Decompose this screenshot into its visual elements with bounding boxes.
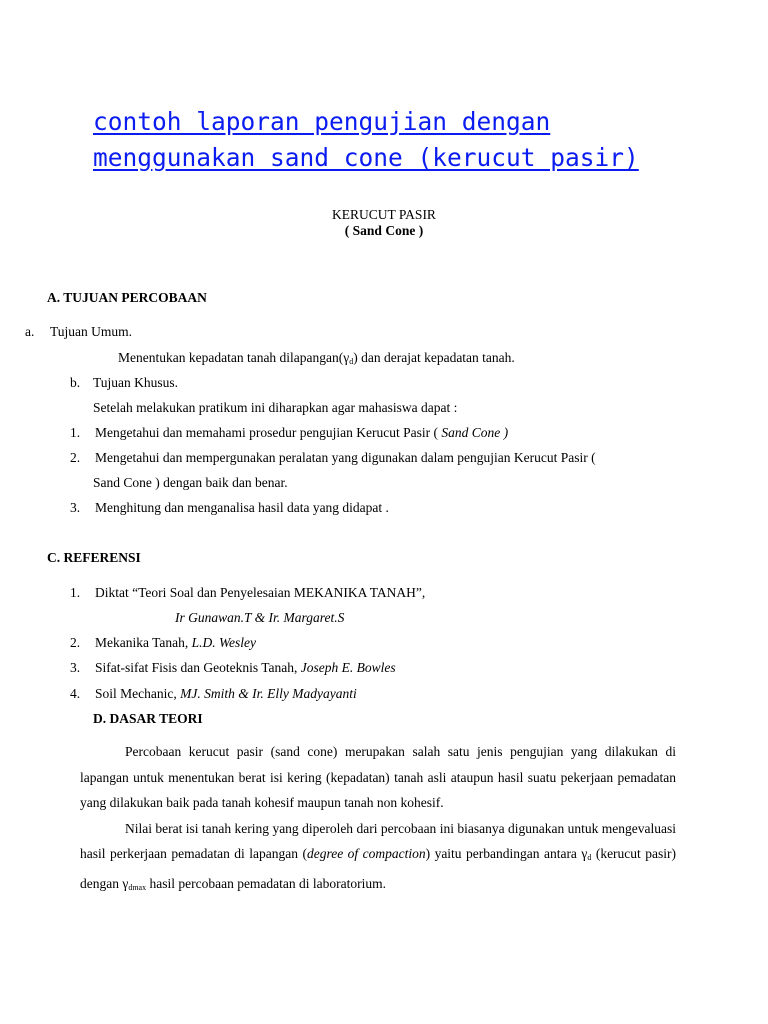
paragraph: Nilai berat isi tanah kering yang diperoleh dari percobaan ini biasanya digunakan untuk mengevaluasi hasil perkerjaan pemadatan di lapangan (degree of compaction) yaitu perbandingan antara $\gamma_d$ (kerucut pasir) dengan $\gamma_{dmax}$ hasil percobaan pemadatan di laboratorium. [80, 820, 676, 892]
section-d-heading: D. DASAR TEORI [93, 711, 203, 726]
list-item-continuation: Sand Cone ) dengan baik dan benar. [93, 475, 288, 490]
list-item-number: 2. [70, 450, 81, 465]
reference-author: Ir Gunawan.T & Ir. Margaret.S [175, 610, 345, 625]
tujuan-khusus-label: Tujuan Khusus. [93, 375, 179, 390]
reference-item: Sifat-sifat Fisis dan Geoteknis Tanah, Joseph E. Bowles [95, 660, 396, 675]
tujuan-umum-text: Menentukan kepadatan tanah $dilapangan(\gamma_d)$ dan derajat kepadatan tanah. [118, 350, 515, 366]
tujuan-umum-marker: a. [25, 324, 35, 339]
list-item: Menghitung dan menganalisa hasil data yang didapat . [95, 500, 389, 515]
reference-title: Diktat “Teori Soal dan Penyelesaian MEKANIKA TANAH”, [95, 585, 426, 600]
reference-number: 3. [70, 660, 81, 675]
reference-number: 4. [70, 686, 81, 701]
reference-item: Mekanika Tanah, L.D. Wesley [95, 635, 257, 650]
document-title [93, 104, 693, 176]
tujuan-khusus-marker: b. [70, 375, 81, 390]
reference-number: 2. [70, 635, 81, 650]
title-link[interactable]: contoh laporan pengujian dengan menggunakan sand cone (kerucut pasir) [93, 107, 639, 172]
section-a-heading: A. TUJUAN PERCOBAAN [47, 290, 207, 305]
list-item: Mengetahui dan memahami prosedur pengujian Kerucut Pasir ( Sand Cone ) [95, 425, 509, 440]
tujuan-khusus-intro: Setelah melakukan pratikum ini diharapkan agar mahasiswa dapat : [93, 400, 458, 415]
reference-item: Soil Mechanic, MJ. Smith & Ir. Elly Madyayanti [95, 686, 357, 701]
tujuan-umum-label: Tujuan Umum. [50, 324, 133, 339]
list-item-number: 3. [70, 500, 81, 515]
heading-sub: ( Sand Cone ) [344, 223, 424, 238]
paragraph: Percobaan kerucut pasir (sand cone) merupakan salah satu jenis pengujian yang dilakukan di lapangan untuk menentukan berat isi kering (kepadatan) tanah asli ataupun hasil suatu pekerjaan pemadatan yang dilakukan baik pada tanah kohesif maupun tanah non kohesif. [80, 744, 676, 810]
dasar-teori-body [80, 739, 676, 900]
list-item: Mengetahui dan mempergunakan peralatan yang digunakan dalam pengujian Kerucut Pasir ( [95, 450, 596, 465]
section-c-heading: C. REFERENSI [47, 550, 141, 565]
heading-main: KERUCUT PASIR [332, 207, 436, 222]
reference-number: 1. [70, 585, 81, 600]
list-item-number: 1. [70, 425, 81, 440]
